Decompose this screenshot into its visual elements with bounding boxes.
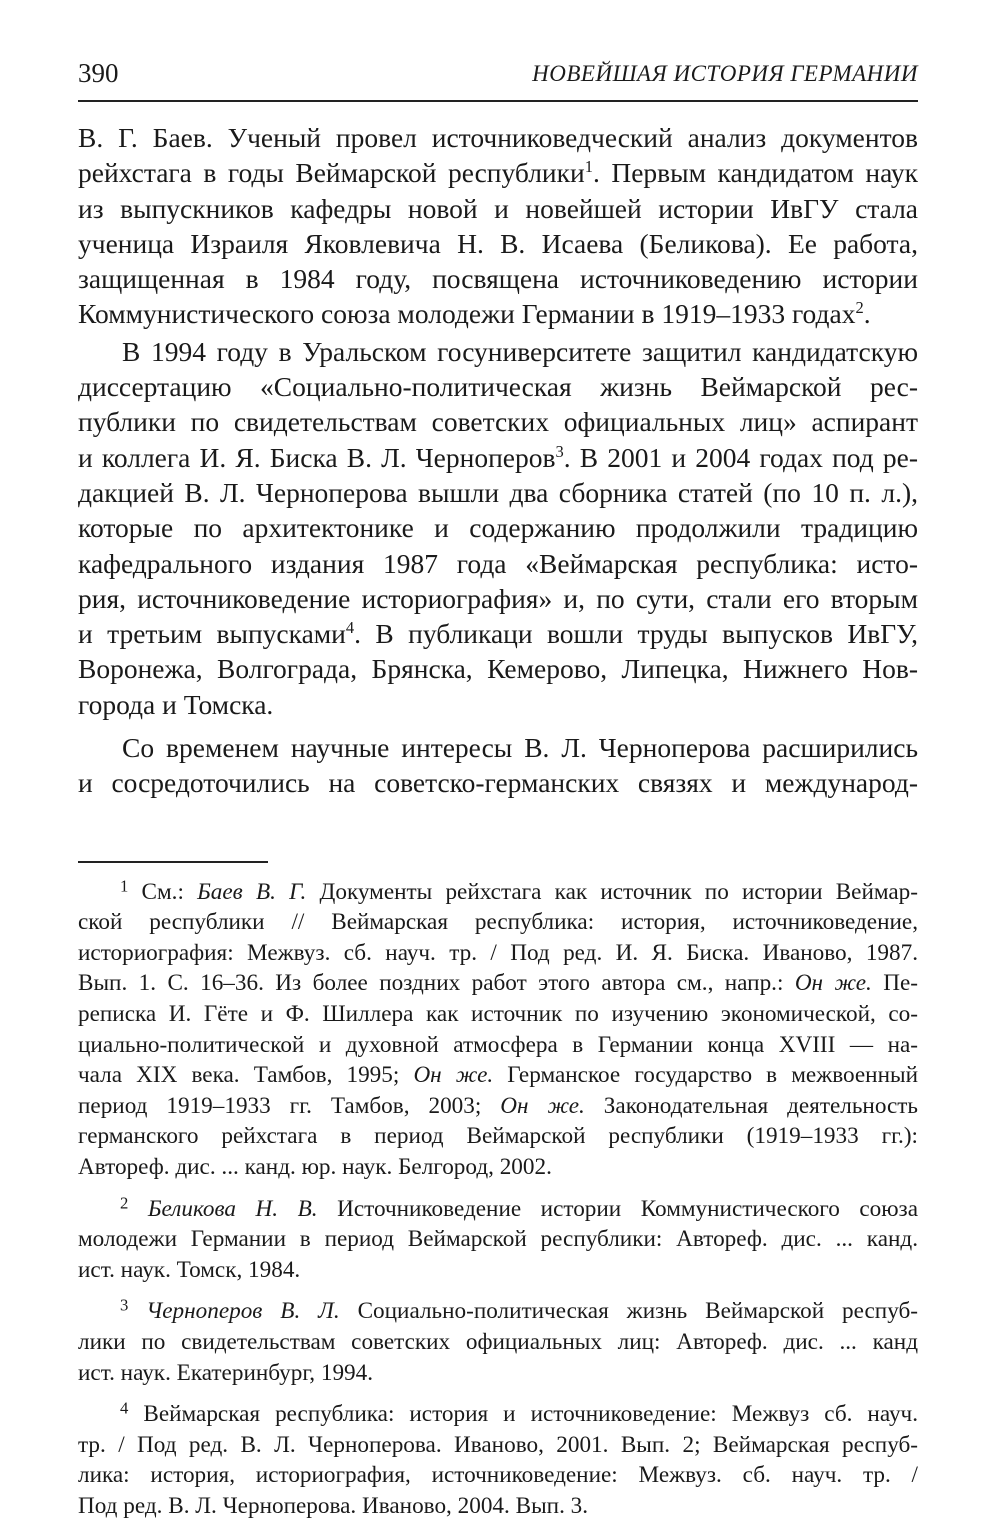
- text-line: и третьим выпусками$^4$. В публикаци вошли труды выпусков ИвГУ,: [78, 618, 919, 650]
- footnote-ref[interactable]: 3: [555, 441, 564, 461]
- footnote-line: ист. наук. Екатеринбург, 1994.: [78, 1359, 374, 1386]
- footnote-line: Вып. 1. С. 16–36. Из более поздних работ этого автора см., напр.: Он же. Пе-: [78, 970, 918, 997]
- footnote-4: [78, 1399, 918, 1521]
- footnote-line: период 1919–1933 гг. Тамбов, 2003; Он же. Законодательная деятельность: [78, 1092, 918, 1119]
- paragraph-1: [78, 120, 918, 332]
- footnote-1: [78, 877, 918, 1183]
- footnote-3: [78, 1296, 918, 1388]
- paragraph-3: [78, 730, 918, 801]
- paragraph-2: [78, 334, 918, 722]
- footnote-line: циально-политической и духовной атмосфера в Германии конца XVIII — на-: [78, 1031, 918, 1058]
- footnote-ref[interactable]: 2: [855, 298, 864, 318]
- text-line: которые по архитектонике и содержанию продолжили традицию: [78, 512, 918, 544]
- footnote-number: 2: [120, 1193, 129, 1213]
- footnotes: [78, 877, 918, 1522]
- main-text: [78, 120, 918, 801]
- footnote-number: 1: [120, 876, 129, 896]
- text-line: В. Г. Баев. Ученый провел источниковедческий анализ документов: [78, 122, 918, 153]
- footnote-line: молодежи Германии в период Веймарской республики: Автореф. дис. ... канд.: [78, 1226, 918, 1253]
- text-line: города и Томска.: [78, 688, 274, 720]
- text-line: защищенная в 1984 году, посвящена источниковедению истории: [78, 263, 918, 295]
- text-line: кафедрального издания 1987 года «Веймарская республика: исто-: [78, 547, 918, 579]
- footnote-line: реписка И. Гёте и Ф. Шиллера как источник по изучению экономической, со-: [78, 1001, 918, 1028]
- text-line: В 1994 году в Уральском госуниверситете защитил кандидатскую: [122, 335, 918, 367]
- footnote-line: тр. / Под ред. В. Л. Черноперова. Иваново, 2001. Вып. 2; Веймарская респуб-: [78, 1431, 918, 1458]
- footnote-line: $^4$ Веймарская республика: история и источниковедение: Межвуз сб. науч.: [120, 1398, 918, 1428]
- footnote-line: Под ред. В. Л. Черноперова. Иваново, 2004. Вып. 3.: [78, 1492, 589, 1519]
- running-title: НОВЕЙШАЯ ИСТОРИЯ ГЕРМАНИИ: [532, 61, 918, 86]
- footnote-line: ской республики // Веймарская республика: история, источниковедение,: [78, 909, 918, 936]
- footnote-line: $^2$ Беликова Н. В. Источниковедение истории Коммунистического союза: [120, 1193, 919, 1222]
- book-page: [78, 56, 918, 1533]
- footnote-divider: [78, 861, 268, 863]
- text-line: рейхстага в годы Веймарской республики$^1$. Первым кандидатом наук: [78, 157, 918, 189]
- footnote-ref[interactable]: 1: [584, 157, 593, 177]
- footnote-line: ист. наук. Томск, 1984.: [78, 1256, 301, 1283]
- footnote-line: $^3$ Черноперов В. Л. Социально-политическая жизнь Веймарской респуб-: [120, 1295, 918, 1325]
- footnote-line: историография: Межвуз. сб. науч. тр. / Под ред. И. Я. Биска. Иваново, 1987.: [78, 939, 918, 966]
- text-line: и коллега И. Я. Биска В. Л. Черноперов$^3$. В 2001 и 2004 годах под ре-: [78, 441, 918, 473]
- text-line: публики по свидетельствам советских официальных лиц» аспирант: [78, 406, 918, 438]
- text-line: Со временем научные интересы В. Л. Черноперова расширились: [122, 732, 918, 764]
- footnote-number: 3: [120, 1295, 129, 1315]
- footnote-line: $^1$ См.: Баев В. Г. Документы рейхстага как источник по истории Веймар-: [120, 876, 918, 905]
- footnote-number: 4: [120, 1398, 129, 1418]
- text-line: рия, источниковедение историография» и, по сути, стали его вторым: [78, 582, 918, 614]
- text-line: ученица Израиля Яковлевича Н. В. Исаева (Беликова). Ее работа,: [78, 227, 918, 259]
- text-line: Воронежа, Волгограда, Брянска, Кемерово, Липецка, Нижнего Нов-: [78, 653, 918, 685]
- text-line: Коммунистического союза молодежи Германии в 1919–1933 годах$^2$.: [78, 298, 871, 330]
- footnote-line: германского рейхстага в период Веймарской республики (1919–1933 гг.):: [78, 1123, 918, 1150]
- page-header: [78, 56, 918, 102]
- text-line: диссертацию «Социально-политическая жизнь Веймарской рес-: [78, 371, 918, 403]
- footnote-line: Автореф. дис. ... канд. юр. наук. Белгород, 2002.: [78, 1153, 552, 1180]
- footnote-line: лики по свидетельствам советских официальных лиц: Автореф. дис. ... канд: [78, 1328, 918, 1355]
- footnote-ref[interactable]: 4: [345, 618, 355, 637]
- text-line: и сосредоточились на советско-германских связях и международ-: [78, 767, 918, 799]
- text-line: из выпускников кафедры новой и новейшей истории ИвГУ стала: [78, 192, 918, 224]
- text-line: дакцией В. Л. Черноперова вышли два сборника статей (по 10 п. л.),: [78, 476, 918, 508]
- footnote-2: [78, 1194, 918, 1286]
- footnote-line: лика: история, историография, источниковедение: Межвуз. сб. науч. тр. /: [78, 1462, 918, 1489]
- footnote-line: чала XIX века. Тамбов, 1995; Он же. Германское государство в межвоенный: [78, 1062, 918, 1089]
- page-number: 390: [78, 58, 119, 88]
